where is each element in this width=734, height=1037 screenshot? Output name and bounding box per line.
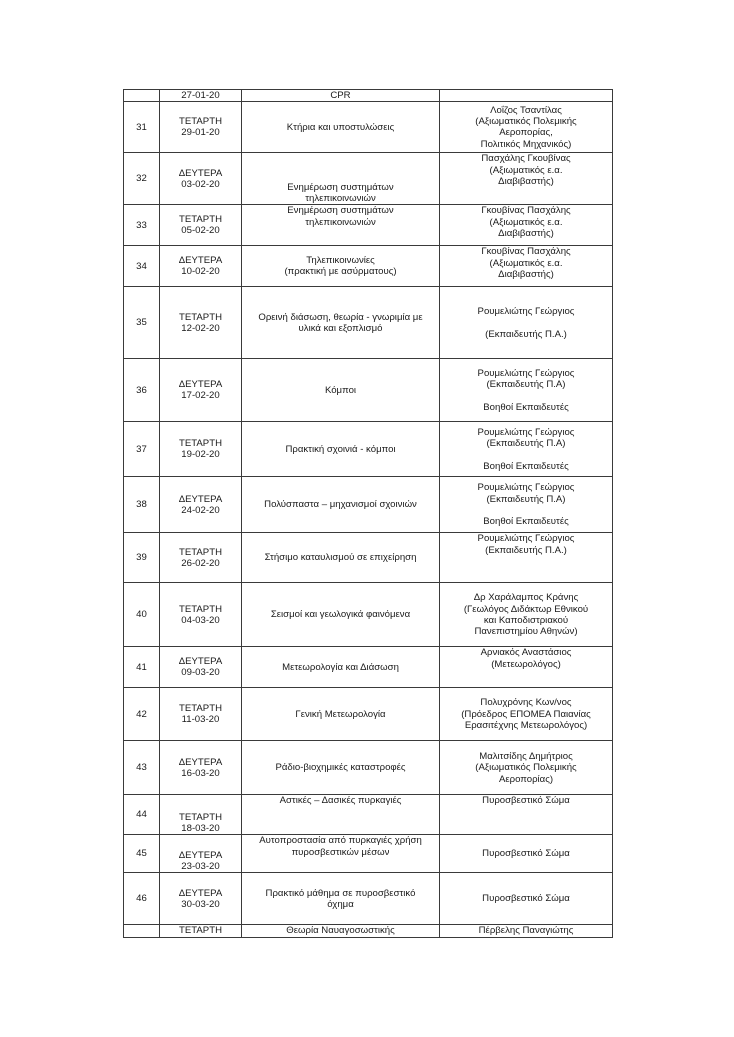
session-number-cell: 31 (124, 102, 160, 153)
session-number-cell: 37 (124, 422, 160, 477)
session-topic-cell: Στήσιμο καταυλισμού σε επιχείρηση (242, 533, 440, 583)
table-row (124, 422, 613, 477)
session-topic-cell: Πρακτικό μάθημα σε πυροσβεστικό όχημα (242, 873, 440, 925)
session-topic-cell: Ορεινή διάσωση, θεωρία - γνωριμία με υλικά και εξοπλισμό (242, 287, 440, 359)
session-topic-cell: Θεωρία Ναυαγοσωστικής (242, 925, 440, 937)
session-number-cell: 41 (124, 647, 160, 688)
session-topic-cell: CPR (242, 90, 440, 102)
session-instructor-cell: Γκουβίνας Πασχάλης (Αξιωματικός ε.α. Διαβιβαστής) (440, 205, 613, 246)
session-instructor-cell: Πυροσβεστικό Σώμα (440, 795, 613, 835)
session-instructor-cell: Γκουβίνας Πασχάλης (Αξιωματικός ε.α. Διαβιβαστής) (440, 246, 613, 287)
session-instructor-cell: Ρουμελιώτης Γεώργιος (Εκπαιδευτής Π.Α) Βοηθοί Εκπαιδευτές (440, 422, 613, 477)
session-date-cell: ΔΕΥΤΕΡΑ 09-03-20 (160, 647, 242, 688)
session-date-cell: ΔΕΥΤΕΡΑ 10-02-20 (160, 246, 242, 287)
session-topic-cell: Ενημέρωση συστημάτων τηλεπικοινωνιών (242, 153, 440, 205)
session-topic-cell: Τηλεπικοινωνίες (πρακτική με ασύρματους) (242, 246, 440, 287)
session-topic-cell: Κτήρια και υποστυλώσεις (242, 102, 440, 153)
session-number-cell: 39 (124, 533, 160, 583)
session-date-cell: ΔΕΥΤΕΡΑ 30-03-20 (160, 873, 242, 925)
session-instructor-cell: Ρουμελιώτης Γεώργιος (Εκπαιδευτής Π.Α) Βοηθοί Εκπαιδευτές (440, 359, 613, 422)
session-number-cell: 38 (124, 477, 160, 533)
table-row (124, 246, 613, 287)
session-instructor-cell: Δρ Χαράλαμπος Κράνης (Γεωλόγος Διδάκτωρ Εθνικού και Καποδιστριακού Πανεπιστημίου Αθηνών) (440, 583, 613, 647)
session-topic-cell: Αστικές – Δασικές πυρκαγιές (242, 795, 440, 835)
session-instructor-cell: Λοΐζος Τσαντίλας (Αξιωματικός Πολεμικής Αεροπορίας, Πολιτικός Μηχανικός) (440, 102, 613, 153)
session-instructor-cell: Πυροσβεστικό Σώμα (440, 873, 613, 925)
session-date-cell: ΤΕΤΑΡΤΗ 04-03-20 (160, 583, 242, 647)
session-topic-cell: Ενημέρωση συστημάτων τηλεπικοινωνιών (242, 205, 440, 246)
session-date-cell: ΔΕΥΤΕΡΑ 23-03-20 (160, 835, 242, 873)
table-row (124, 533, 613, 583)
session-date-cell: 27-01-20 (160, 90, 242, 102)
session-topic-cell: Μετεωρολογία και Διάσωση (242, 647, 440, 688)
session-number-cell (124, 90, 160, 102)
table-row (124, 102, 613, 153)
session-topic-cell: Ράδιο-βιοχημικές καταστροφές (242, 741, 440, 795)
session-date-cell: ΔΕΥΤΕΡΑ 17-02-20 (160, 359, 242, 422)
session-instructor-cell: Ρουμελιώτης Γεώργιος (Εκπαιδευτής Π.Α.) (440, 533, 613, 583)
table-row (124, 205, 613, 246)
session-date-cell: ΔΕΥΤΕΡΑ 16-03-20 (160, 741, 242, 795)
session-number-cell: 40 (124, 583, 160, 647)
session-instructor-cell: Μαλιτσίδης Δημήτριος (Αξιωματικός Πολεμικής Αεροπορίας) (440, 741, 613, 795)
table-row (124, 90, 613, 102)
session-date-cell: ΤΕΤΑΡΤΗ 29-01-20 (160, 102, 242, 153)
session-number-cell: 35 (124, 287, 160, 359)
session-date-cell: ΤΕΤΑΡΤΗ 12-02-20 (160, 287, 242, 359)
session-instructor-cell (440, 90, 613, 102)
session-date-cell: ΤΕΤΑΡΤΗ 26-02-20 (160, 533, 242, 583)
table-row (124, 359, 613, 422)
session-date-cell: ΤΕΤΑΡΤΗ 19-02-20 (160, 422, 242, 477)
session-date-cell: ΤΕΤΑΡΤΗ 05-02-20 (160, 205, 242, 246)
session-topic-cell: Γενική Μετεωρολογία (242, 688, 440, 741)
session-date-cell: ΔΕΥΤΕΡΑ 03-02-20 (160, 153, 242, 205)
session-instructor-cell: Πασχάλης Γκουβίνας (Αξιωματικός ε.α. Διαβιβαστής) (440, 153, 613, 205)
session-instructor-cell: Ρουμελιώτης Γεώργιος (Εκπαιδευτής Π.Α) Βοηθοί Εκπαιδευτές (440, 477, 613, 533)
session-instructor-cell: Πολυχρόνης Κων/νος (Πρόεδρος ΕΠΟΜΕΑ Παιανίας Ερασιτέχνης Μετεωρολόγος) (440, 688, 613, 741)
session-topic-cell: Πρακτική σχοινιά - κόμποι (242, 422, 440, 477)
session-topic-cell: Πολύσπαστα – μηχανισμοί σχοινιών (242, 477, 440, 533)
session-number-cell: 46 (124, 873, 160, 925)
session-number-cell: 43 (124, 741, 160, 795)
table-row (124, 688, 613, 741)
session-instructor-cell: Ρουμελιώτης Γεώργιος (Εκπαιδευτής Π.Α.) (440, 287, 613, 359)
session-number-cell: 42 (124, 688, 160, 741)
table-row (124, 583, 613, 647)
session-date-cell: ΤΕΤΑΡΤΗ 11-03-20 (160, 688, 242, 741)
table-row (124, 925, 613, 937)
schedule-table (123, 89, 613, 938)
table-row (124, 287, 613, 359)
session-date-cell: ΔΕΥΤΕΡΑ 24-02-20 (160, 477, 242, 533)
session-instructor-cell: Πυροσβεστικό Σώμα (440, 835, 613, 873)
table-row (124, 647, 613, 688)
table-row (124, 795, 613, 835)
session-instructor-cell: Αρνιακός Αναστάσιος (Μετεωρολόγος) (440, 647, 613, 688)
session-number-cell (124, 925, 160, 937)
session-number-cell: 34 (124, 246, 160, 287)
table-row (124, 153, 613, 205)
session-number-cell: 33 (124, 205, 160, 246)
session-date-cell: ΤΕΤΑΡΤΗ 18-03-20 (160, 795, 242, 835)
session-number-cell: 32 (124, 153, 160, 205)
table-row (124, 835, 613, 873)
session-number-cell: 44 (124, 795, 160, 835)
session-topic-cell: Σεισμοί και γεωλογικά φαινόμενα (242, 583, 440, 647)
table-row (124, 477, 613, 533)
session-topic-cell: Αυτοπροστασία από πυρκαγιές χρήση πυροσβεστικών μέσων (242, 835, 440, 873)
session-topic-cell: Κόμποι (242, 359, 440, 422)
session-number-cell: 36 (124, 359, 160, 422)
table-row (124, 873, 613, 925)
table-row (124, 741, 613, 795)
session-number-cell: 45 (124, 835, 160, 873)
session-date-cell: ΤΕΤΑΡΤΗ (160, 925, 242, 937)
session-instructor-cell: Πέρβελης Παναγιώτης (440, 925, 613, 937)
